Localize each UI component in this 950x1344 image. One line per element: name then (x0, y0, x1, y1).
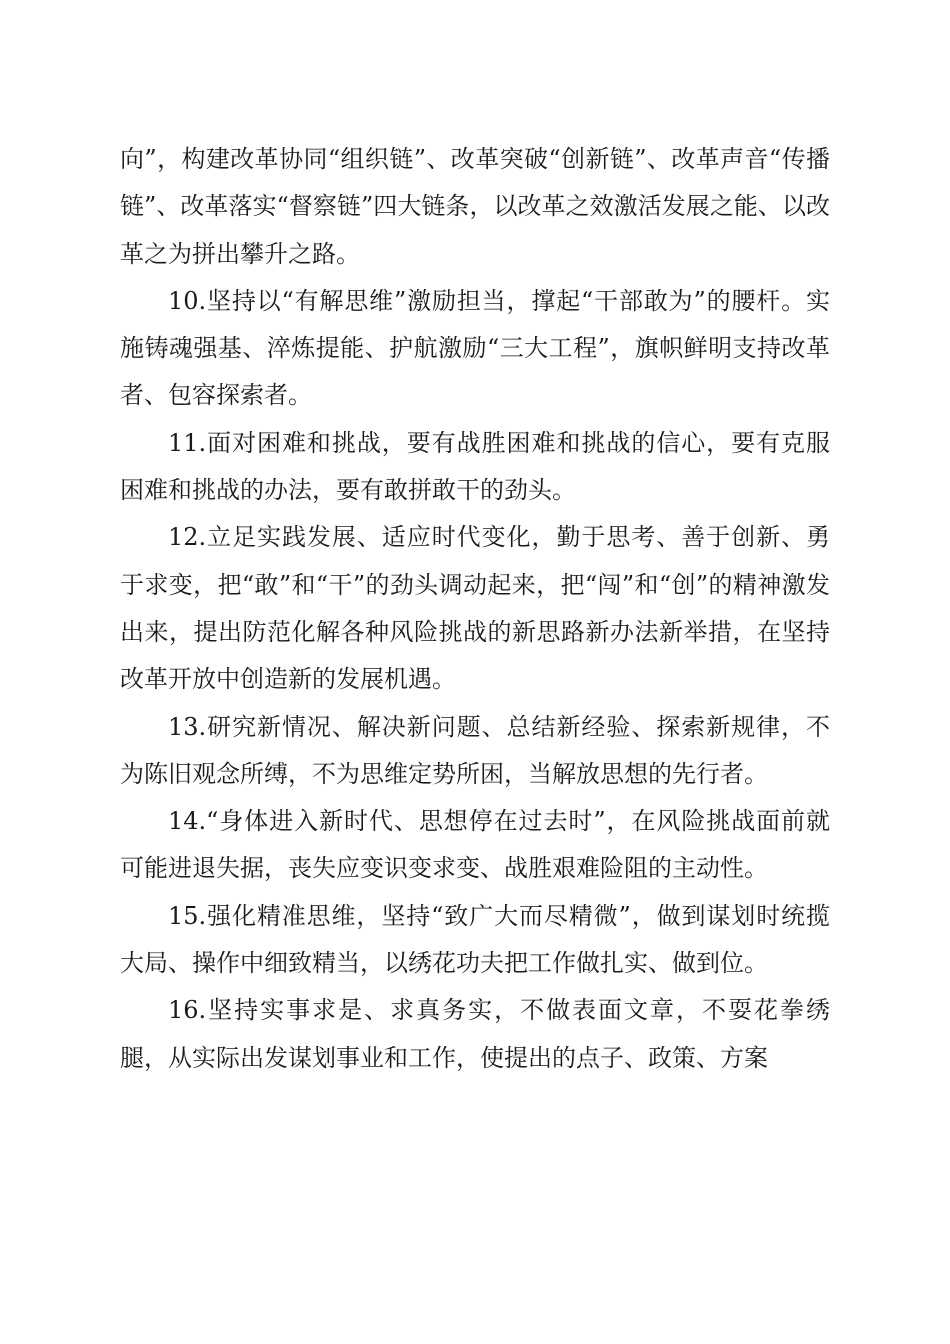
paragraph-item-16: 16.坚持实事求是、求真务实，不做表面文章，不耍花拳绣腿，从实际出发谋划事业和工作，使提出的点子、政策、方案 (120, 996, 830, 1072)
paragraph-continuation: 向”，构建改革协同“组织链”、改革突破“创新链”、改革声音“传播链”、改革落实“督察链”四大链条，以改革之效激活发展之能、以改革之为拼出攀升之路。 (120, 145, 830, 268)
document-body (120, 136, 830, 1082)
paragraph-item-11: 11.面对困难和挑战，要有战胜困难和挑战的信心，要有克服困难和挑战的办法，要有敢拼敢干的劲头。 (120, 428, 830, 505)
paragraph-item-10: 10.坚持以“有解思维”激励担当，撑起“干部敢为”的腰杆。实施铸魂强基、淬炼提能、护航激励“三大工程”，旗帜鲜明支持改革者、包容探索者。 (120, 286, 830, 410)
paragraph-item-15: 15.强化精准思维，坚持“致广大而尽精微”，做到谋划时统揽大局、操作中细致精当，以绣花功夫把工作做扎实、做到位。 (120, 901, 830, 978)
paragraph-item-13: 13.研究新情况、解决新问题、总结新经验、探索新规律，不为陈旧观念所缚，不为思维定势所困，当解放思想的先行者。 (120, 712, 830, 788)
paragraph-item-14: 14.“身体进入新时代、思想停在过去时”，在风险挑战面前就可能进退失据，丧失应变识变求变、战胜艰难险阻的主动性。 (120, 807, 830, 883)
paragraph-item-12: 12.立足实践发展、适应时代变化，勤于思考、善于创新、勇于求变，把“敢”和“干”的劲头调动起来，把“闯”和“创”的精神激发出来，提出防范化解各种风险挑战的新思路新办法新举措，在坚持改革开放中创造新的发展机遇。 (120, 523, 830, 694)
